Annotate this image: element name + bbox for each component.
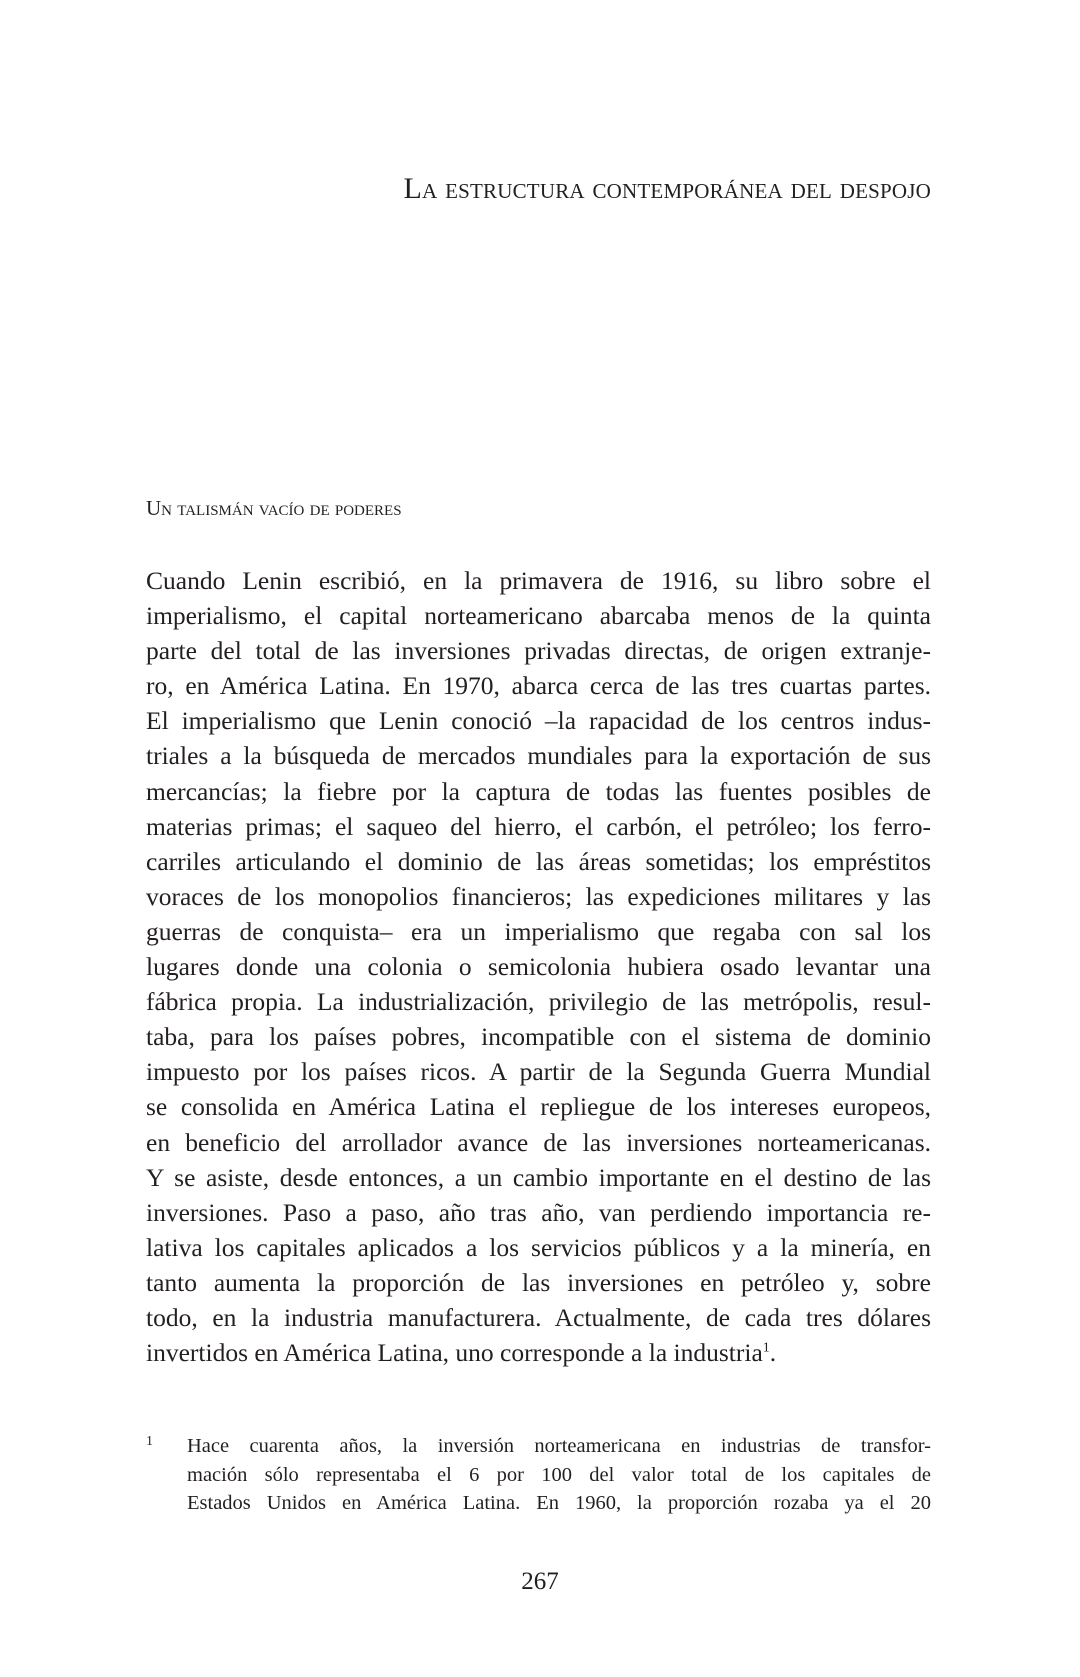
footnote-reference[interactable]: 1 (762, 1340, 770, 1356)
body-line: El imperialismo que Lenin conoció –la rapacidad de los centros indus- (146, 706, 931, 736)
body-line: taba, para los países pobres, incompatible con el sistema de dominio (146, 1022, 931, 1052)
body-last-line (146, 1335, 931, 1370)
body-line: imperialismo, el capital norteamericano abarcaba menos de la quinta (146, 601, 931, 631)
chapter-title: La estructura contemporánea del despojo (403, 172, 931, 205)
footnote-line: mación sólo representaba el 6 por 100 del valor total de los capitales de (187, 1463, 931, 1486)
body-last-line-end: . (769, 1338, 777, 1368)
footnote-line: Hace cuarenta años, la inversión norteamericana en industrias de transfor- (187, 1435, 931, 1457)
body-line: ro, en América Latina. En 1970, abarca cerca de las tres cuartas partes. (146, 671, 931, 701)
body-line: lativa los capitales aplicados a los servicios públicos y a la minería, en (146, 1232, 931, 1262)
body-line: mercancías; la fiebre por la captura de todas las fuentes posibles de (146, 776, 931, 806)
footnote-line: Estados Unidos en América Latina. En 1960, la proporción rozaba ya el 20 (187, 1492, 931, 1515)
body-line: triales a la búsqueda de mercados mundiales para la exportación de sus (146, 741, 931, 771)
footnote-marker: 1 (146, 1434, 153, 1449)
body-line: carriles articulando el dominio de las áreas sometidas; los empréstitos (146, 846, 931, 876)
body-line: impuesto por los países ricos. A partir de la Segunda Guerra Mundial (146, 1057, 931, 1087)
body-line: se consolida en América Latina el repliegue de los intereses europeos, (146, 1092, 931, 1122)
body-line: en beneficio del arrollador avance de las inversiones norteamericanas. (146, 1127, 931, 1157)
body-line: todo, en la industria manufacturera. Actualmente, de cada tres dólares (146, 1302, 931, 1332)
body-line: tanto aumenta la proporción de las inversiones en petróleo y, sobre (146, 1267, 931, 1297)
section-title: Un talismán vacío de poderes (146, 496, 402, 520)
body-line: Cuando Lenin escribió, en la primavera de 1916, su libro sobre el (146, 566, 931, 595)
body-paragraph (146, 563, 931, 1370)
body-line: voraces de los monopolios financieros; las expediciones militares y las (146, 881, 931, 911)
body-last-line-text: invertidos en América Latina, uno corresponde a la industria (146, 1338, 763, 1368)
page-number: 267 (521, 1568, 559, 1595)
footnote-text (187, 1432, 931, 1518)
body-line: fábrica propia. La industrialización, privilegio de las metrópolis, resul- (146, 987, 931, 1017)
body-line: materias primas; el saqueo del hierro, el carbón, el petróleo; los ferro- (146, 811, 931, 841)
body-line: lugares donde una colonia o semicolonia hubiera osado levantar una (146, 952, 931, 982)
body-line: guerras de conquista– era un imperialismo que regaba con sal los (146, 916, 931, 946)
body-line: inversiones. Paso a paso, año tras año, van perdiendo importancia re- (146, 1197, 931, 1227)
body-line: Y se asiste, desde entonces, a un cambio importante en el destino de las (146, 1162, 931, 1192)
body-line: parte del total de las inversiones privadas directas, de origen extranje- (146, 636, 931, 666)
